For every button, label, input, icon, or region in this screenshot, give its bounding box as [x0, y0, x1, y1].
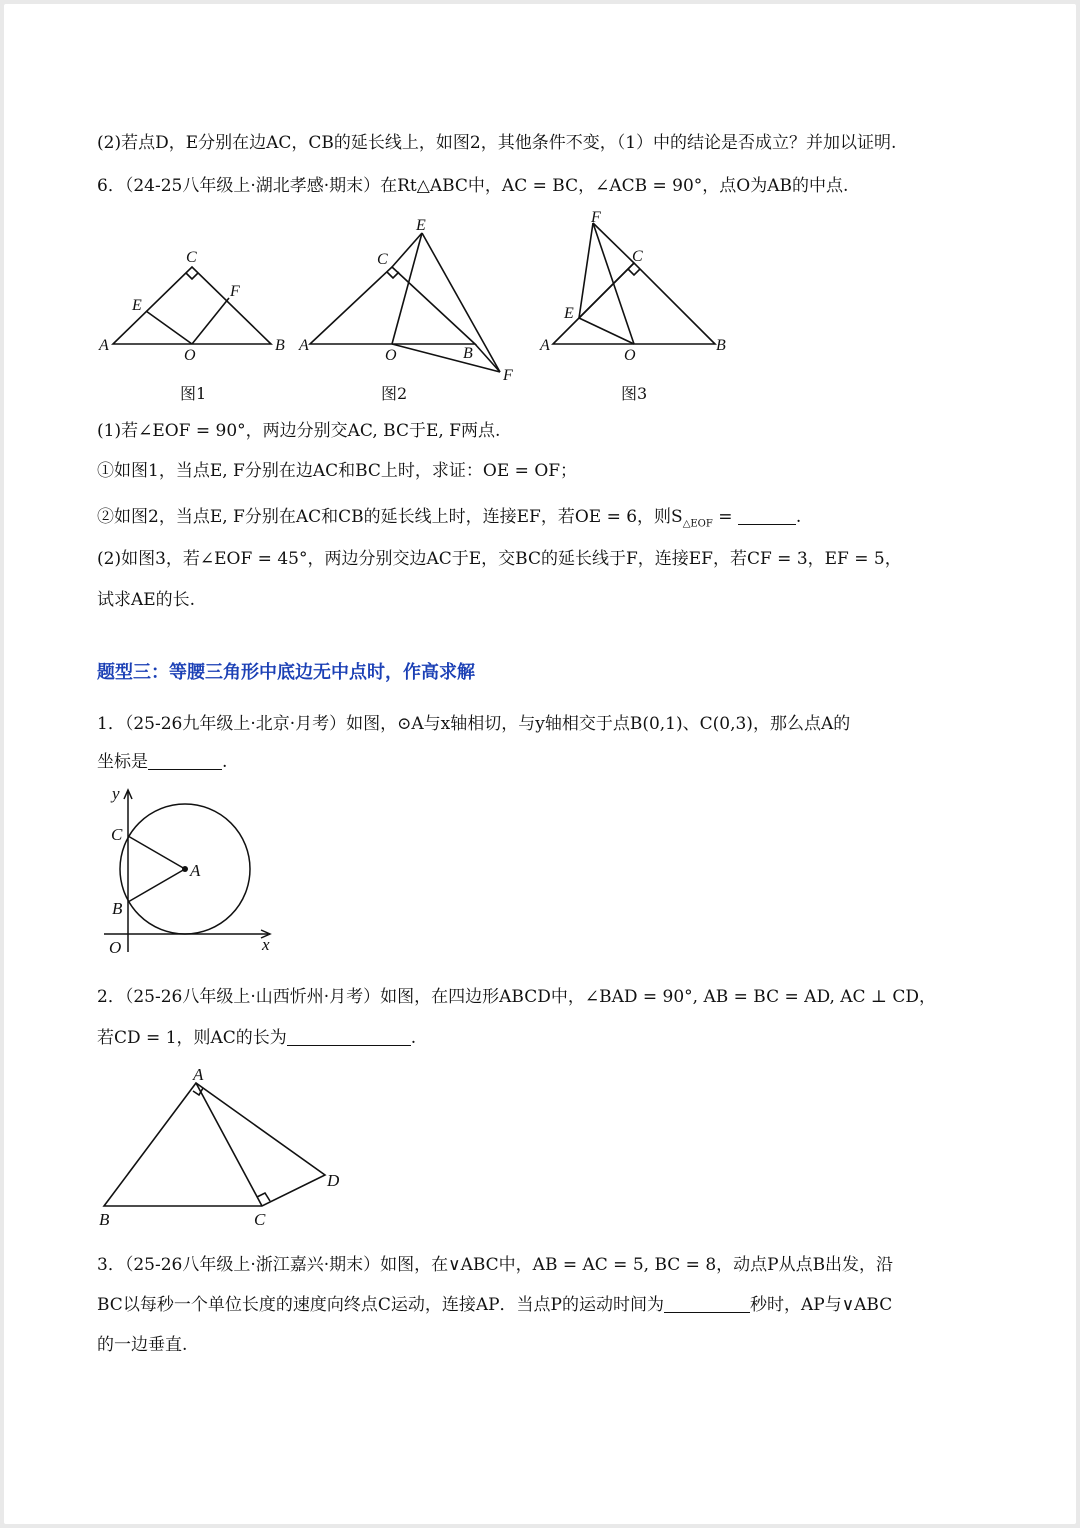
q3-line1: 3．（25-26八年级上·浙江嘉兴·期末）如图，在∨ABC中，AB = AC = 5, BC = 8，动点P从点B出发，沿 — [97, 1255, 894, 1275]
section-heading: 题型三：等腰三角形中底边无中点时，作高求解 — [97, 662, 475, 683]
f1-label-O: O — [184, 347, 196, 364]
f1-label-B: B — [275, 337, 285, 354]
f1-label-C: C — [186, 249, 197, 266]
label-o: O — [109, 938, 122, 957]
label-c: C — [111, 825, 123, 844]
quad-label-d: D — [327, 1171, 340, 1190]
q6-stem: 6．（24-25八年级上·湖北孝感·期末）在Rt△ABC中，AC = BC，∠ACB = 90°，点O为AB的中点. — [97, 176, 849, 196]
f3-label-B: B — [716, 337, 726, 354]
q6-part2-line1: (2)如图3，若∠EOF = 45°，两边分别交边AC于E，交BC的延长线于F，连接EF，若CF = 3，EF = 5， — [97, 549, 902, 569]
quad-label-c: C — [254, 1210, 266, 1229]
q6-answer-blank[interactable] — [738, 508, 796, 525]
q2-answer-blank[interactable] — [287, 1029, 411, 1046]
q6-part1a: ①如图1，当点E, F分别在边AC和BC上时，求证：OE = OF； — [97, 461, 578, 481]
q2-quad-figure — [96, 1060, 356, 1230]
fig3-right-angle — [628, 269, 640, 275]
f3-label-C: C — [632, 248, 643, 265]
label-b: B — [112, 899, 123, 918]
q1-line2-text: 坐标是 — [97, 752, 148, 772]
f1-label-E: E — [132, 297, 142, 314]
f1-label-F: F — [230, 283, 240, 300]
diagonal-ac — [196, 1083, 262, 1206]
fig2-right-angle — [387, 272, 399, 278]
f3-label-O: O — [624, 347, 636, 364]
quad-outline — [104, 1083, 325, 1206]
q6-part1b: ②如图2，当点E, F分别在AC和CB的延长线上时，连接EF，若OE = 6，则$S_{\triangle EOF}$ = . — [97, 507, 802, 530]
fig3-caption: 图3 — [621, 384, 648, 403]
f1-label-A: A — [99, 337, 109, 354]
q3-line3: 的一边垂直. — [97, 1335, 188, 1355]
f2-label-F: F — [503, 367, 513, 384]
segment-ca — [128, 836, 185, 869]
f2-label-E: E — [416, 217, 426, 234]
q6-part1: (1)若∠EOF = 90°，两边分别交AC, BC于E, F两点. — [97, 421, 501, 441]
f2-label-A: A — [299, 337, 309, 354]
q3-line2-pre: BC以每秒一个单位长度的速度向终点C运动，连接AP．当点P的运动时间为 — [97, 1295, 664, 1315]
fig2-ef — [422, 233, 500, 372]
q1-line1: 1．（25-26九年级上·北京·月考）如图，⊙A与x轴相切，与y轴相交于点B(0,1)、C(0,3)，那么点A的 — [97, 714, 851, 734]
label-y: y — [112, 784, 120, 803]
q5-part2: (2)若点D，E分别在边AC，CB的延长线上，如图2，其他条件不变，（1）中的结论是否成立？并加以证明. — [97, 133, 897, 153]
quad-label-a: A — [193, 1065, 204, 1084]
fig1-right-angle — [186, 273, 198, 279]
q2-line2-text: 若CD = 1，则AC的长为 — [97, 1028, 287, 1048]
fig1-of — [192, 298, 229, 344]
fig2-caption: 图2 — [381, 384, 408, 403]
f3-label-A: A — [540, 337, 550, 354]
fig1-oe — [146, 311, 192, 344]
q6-figures — [95, 205, 745, 385]
q3-line2 — [97, 1293, 892, 1317]
q6-part1b-pre: ②如图2，当点E, F分别在AC和CB的延长线上时，连接EF，若OE = 6，则S — [97, 507, 683, 527]
f3-label-E: E — [564, 305, 574, 322]
q6-part2-line2: 试求AE的长. — [97, 590, 196, 610]
q3-line2-post: 秒时，AP与∨ABC — [749, 1295, 893, 1315]
q1-answer-blank[interactable] — [148, 753, 222, 770]
q6-part1b-post: = — [712, 507, 733, 527]
f3-label-F: F — [591, 209, 601, 226]
label-x: x — [262, 935, 270, 954]
q2-line1: 2．（25-26八年级上·山西忻州·月考）如图，在四边形ABCD中，∠BAD = 90°, AB = BC = AD, AC ⊥ CD， — [97, 987, 937, 1007]
label-a: A — [190, 861, 201, 880]
fig3-ac-extra — [579, 263, 634, 318]
f2-label-B: B — [463, 345, 473, 362]
q2-line2: 若CD = 1，则AC的长为 . — [97, 1028, 417, 1048]
q1-circle-figure — [98, 780, 288, 960]
quad-label-b: B — [99, 1210, 110, 1229]
q3-answer-blank[interactable] — [664, 1296, 750, 1313]
center-point-a — [182, 866, 188, 872]
f2-label-C: C — [377, 251, 388, 268]
segment-ba — [128, 869, 185, 902]
fig2-of — [392, 344, 500, 372]
fig3-ef — [579, 223, 593, 318]
q6-part1b-sub: △EOF — [682, 518, 713, 530]
q1-line2: 坐标是 . — [97, 752, 228, 772]
f2-label-O: O — [385, 347, 397, 364]
fig1-caption: 图1 — [180, 384, 207, 403]
